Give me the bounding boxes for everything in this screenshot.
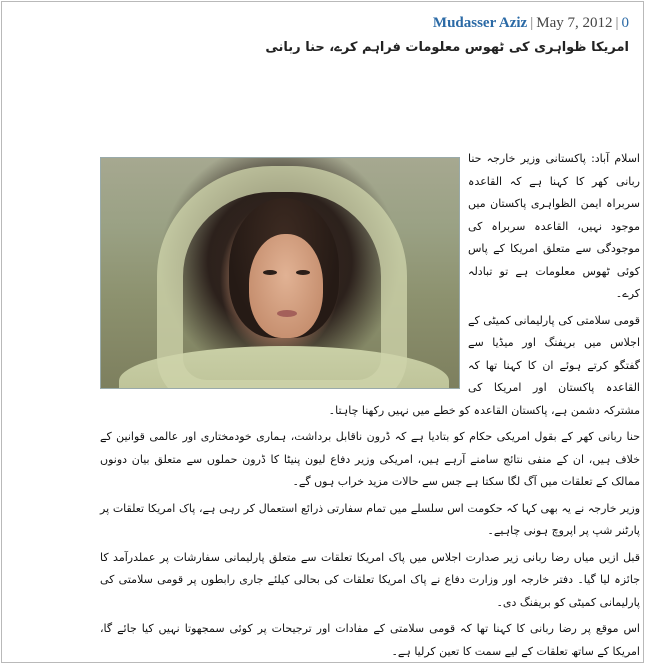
meta-separator: | — [615, 15, 619, 31]
meta-separator: | — [530, 15, 534, 31]
photo-face — [249, 234, 323, 338]
article-paragraph: قومی سلامتی کی پارلیمانی کمیٹی کے اجلاس میں بریفنگ اور میڈیا سے گفتگو کرتے ہوئے ان کا کہنا تھا کہ القاعدہ پاکستان اور امریکا کی مشترکہ دشمن ہے، پاکستان القاعدہ کو خطے میں نہیں رکھنا چاہتا۔ — [328, 313, 640, 417]
comment-count-link[interactable]: 0 — [621, 15, 629, 31]
portrait-photo — [100, 157, 460, 389]
article-paragraph: اس موقع پر رضا ربانی کا کہنا تھا کہ قومی سلامتی کے مفادات اور ترجیحات پر کوئی سمجھوتا نہیں کیا جائے گا، امریکا کے ساتھ تعلقات کے لیے سمت کا تعین کرلیا ہے۔ — [100, 622, 640, 658]
article-frame — [1, 1, 644, 663]
article-paragraph: قبل ازیں میاں رضا ربانی زیر صدارت اجلاس میں پاک امریکا تعلقات سے متعلق پارلیمانی سفارشات پر عملدرآمد کا جائزہ لیا گیا۔ دفتر خارجہ اور وزارت دفاع نے پاک امریکا تعلقات کی بحالی کیلئے جاری رابطوں پر قومی سلامتی کی پارلیمانی کمیٹی کو بریفنگ دی۔ — [100, 550, 640, 609]
article-body — [100, 148, 640, 663]
author-link[interactable]: Mudasser Aziz — [432, 15, 528, 31]
post-meta — [433, 15, 629, 32]
photo-eye — [296, 270, 310, 275]
photo-lips — [277, 310, 297, 317]
article-paragraph: حنا ربانی کھر کے بقول امریکی حکام کو بتادیا ہے کہ ڈرون ناقابل برداشت، ہماری خودمختاری اور عالمی قوانین کے خلاف ہیں، ان کے منفی نتائج سامنے آرہے ہیں، امریکی وزیر دفاع لیون پنیٹا کا ڈرون حملوں سے متعلق بیان دونوں ممالک کے تعلقات میں آگ لگا سکتا ہے جس سے حالات مزید خراب ہوں گے۔ — [100, 430, 640, 488]
article-paragraph: وزیر خارجہ نے یہ بھی کہا کہ حکومت اس سلسلے میں تمام سفارتی ذرائع استعمال کر رہی ہے، پاک امریکا تعلقات پر پارٹنر شپ پر اپروچ ہونی چاہیے۔ — [100, 501, 640, 537]
post-date: May 7, 2012 — [536, 15, 613, 31]
photo-eye — [263, 270, 277, 275]
article-paragraph: اسلام آباد: پاکستانی وزیر خارجہ حنا ربانی کھر کا کہنا ہے کہ القاعدہ سربراہ ایمن الظواہری پاکستان میں موجود نہیں، القاعدہ سربراہ کی موجودگی سے متعلق امریکا کے پاس کوئی ٹھوس معلومات ہے تو تبادلہ کرے۔ — [468, 152, 640, 300]
article-headline: امریکا ظواہری کی ٹھوس معلومات فراہم کرے، حنا ربانی — [265, 40, 629, 55]
